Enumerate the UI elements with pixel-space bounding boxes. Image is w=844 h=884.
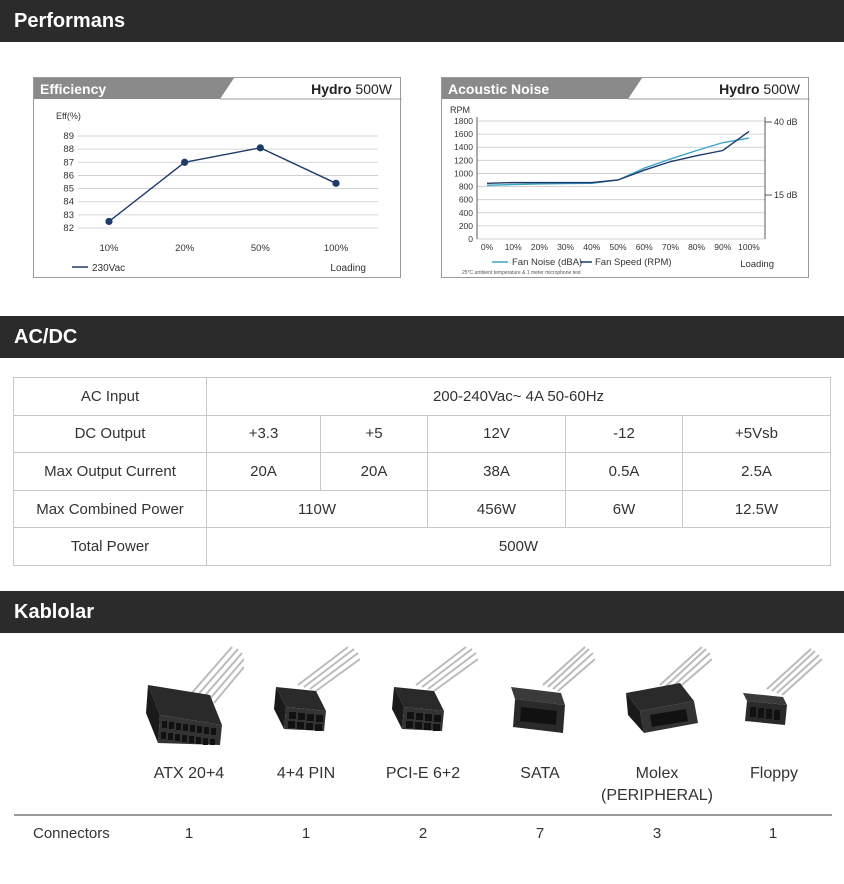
x-axis-caption: Loading: [330, 263, 366, 274]
connector-label-floppy: Floppy: [749, 765, 799, 782]
total-power-label: Total Power: [14, 528, 207, 566]
efficiency-y-ticks: [63, 131, 74, 234]
max-current-cell: 38A: [428, 453, 566, 491]
y-tick-label: 85: [63, 183, 74, 195]
max-power-label: Max Combined Power: [14, 490, 207, 528]
x-tick-label: 70%: [661, 242, 679, 252]
data-point: [332, 180, 339, 187]
y-axis-label: RPM: [450, 105, 470, 115]
y-tick-label: 1000: [454, 168, 473, 179]
y-tick-label: 200: [458, 220, 473, 231]
right-axis-label-15db: 15 dB: [774, 190, 798, 200]
y-tick-label: 87: [63, 157, 74, 169]
max-power-cell: 456W: [428, 490, 566, 528]
y-axis-label: Eff(%): [56, 111, 81, 121]
floppy-connector-image: [737, 645, 829, 735]
connector-count-atx: 1: [184, 825, 194, 842]
table-row-max-current: [14, 453, 831, 491]
x-tick-label: 50%: [250, 243, 270, 254]
ac-input-value: 200-240Vac~ 4A 50-60Hz: [207, 378, 831, 416]
chart-tab-label: Efficiency: [40, 81, 107, 97]
connector-label-sata: SATA: [520, 765, 560, 782]
max-current-label: Max Output Current: [14, 453, 207, 491]
x-tick-label: 90%: [714, 242, 732, 252]
acoustic-noise-chart: [441, 77, 809, 278]
efficiency-x-ticks: [99, 243, 348, 254]
connector-label-atx: ATX 20+4: [153, 765, 225, 782]
max-current-cell: 2.5A: [683, 453, 831, 491]
table-row-dc-output: [14, 415, 831, 453]
x-axis-caption: Loading: [740, 259, 774, 270]
y-tick-label: 800: [458, 181, 473, 192]
max-current-cell: 20A: [321, 453, 428, 491]
chart-model-label: Hydro 500W: [719, 81, 800, 97]
max-current-cell: 0.5A: [566, 453, 683, 491]
y-tick-label: 600: [458, 194, 473, 205]
dc-output-label: DC Output: [14, 415, 207, 453]
data-point: [257, 144, 264, 151]
dc-output-cell: -12: [566, 415, 683, 453]
y-tick-label: 0: [468, 234, 473, 244]
legend-label-fan-noise: Fan Noise (dBA): [512, 257, 583, 268]
y-tick-label: 1400: [454, 142, 473, 153]
x-tick-label: 80%: [688, 242, 706, 252]
connector-count-molex: 3: [652, 825, 662, 842]
y-tick-label: 89: [63, 131, 74, 142]
noise-chart-svg: [442, 78, 810, 279]
data-point: [181, 159, 188, 166]
section-header-acdc: AC/DC: [0, 316, 844, 358]
max-power-cell: 12.5W: [683, 490, 831, 528]
y-tick-label: 84: [63, 196, 74, 208]
sata-connector-image: [503, 645, 595, 735]
x-tick-label: 20%: [530, 242, 548, 252]
x-tick-label: 100%: [738, 242, 760, 252]
max-current-cell: 20A: [207, 453, 321, 491]
dc-output-cell: +5: [321, 415, 428, 453]
max-power-cell: 6W: [566, 490, 683, 528]
x-tick-label: 50%: [609, 242, 627, 252]
connector-count-floppy: 1: [768, 825, 778, 842]
table-row-ac-input: [14, 378, 831, 416]
section-header-cables: Kablolar: [0, 591, 844, 633]
series-line: [487, 131, 749, 183]
data-point: [105, 218, 112, 225]
chart-tab-label: Acoustic Noise: [448, 81, 550, 97]
max-power-cell: 110W: [207, 490, 428, 528]
dc-output-cell: +5Vsb: [683, 415, 831, 453]
y-tick-label: 88: [63, 144, 74, 156]
dc-output-cell: 12V: [428, 415, 566, 453]
chart-footnote: 25°C ambient temperature & 1 meter microphone test: [462, 270, 581, 276]
connector-label-4plus4: 4+4 PIN: [276, 765, 336, 782]
efficiency-chart-svg: [34, 78, 402, 279]
series-line: [487, 138, 749, 185]
y-tick-label: 1600: [454, 129, 473, 140]
acdc-spec-table: [13, 377, 831, 566]
four-plus-four-pin-connector-image: [268, 645, 360, 735]
y-tick-label: 1200: [454, 155, 473, 166]
x-tick-label: 100%: [323, 243, 349, 254]
connector-count-sata: 7: [535, 825, 545, 842]
series-line: [109, 148, 336, 222]
pcie-connector-image: [386, 645, 478, 735]
x-tick-label: 30%: [557, 242, 575, 252]
section-header-performance: Performans: [0, 0, 844, 42]
table-row-total-power: [14, 528, 831, 566]
connector-count-pcie: 2: [418, 825, 428, 842]
dc-output-cell: +3.3: [207, 415, 321, 453]
x-tick-label: 10%: [504, 242, 522, 252]
x-tick-label: 0%: [480, 242, 494, 252]
legend-label-fan-speed: Fan Speed (RPM): [595, 257, 672, 268]
x-tick-label: 10%: [99, 243, 119, 254]
connectors-row-label: Connectors: [33, 825, 110, 842]
ac-input-label: AC Input: [14, 378, 207, 416]
total-power-value: 500W: [207, 528, 831, 566]
y-tick-label: 400: [458, 207, 473, 218]
chart-model-label: Hydro 500W: [311, 81, 392, 97]
connector-label-pcie: PCI-E 6+2: [385, 765, 461, 782]
efficiency-chart: [33, 77, 401, 278]
y-tick-label: 82: [63, 223, 74, 234]
efficiency-series: [105, 144, 339, 225]
table-row-max-power: [14, 490, 831, 528]
x-tick-label: 40%: [583, 242, 601, 252]
connector-sublabel-molex: (PERIPHERAL): [600, 787, 714, 804]
y-tick-label: 86: [63, 170, 74, 182]
legend-label-230vac: 230Vac: [92, 263, 126, 274]
connector-count-4plus4: 1: [301, 825, 311, 842]
noise-y-ticks: [454, 116, 473, 244]
noise-series: [487, 131, 749, 185]
noise-x-ticks: [481, 242, 760, 252]
x-tick-label: 20%: [175, 243, 195, 254]
atx-connector-image: [140, 645, 244, 745]
y-tick-label: 1800: [454, 116, 473, 126]
connector-label-molex: Molex: [635, 765, 679, 782]
molex-connector-image: [620, 645, 712, 735]
connectors-divider: [14, 814, 832, 816]
y-tick-label: 83: [63, 209, 74, 221]
x-tick-label: 60%: [635, 242, 653, 252]
right-axis-label-40db: 40 dB: [774, 117, 798, 127]
